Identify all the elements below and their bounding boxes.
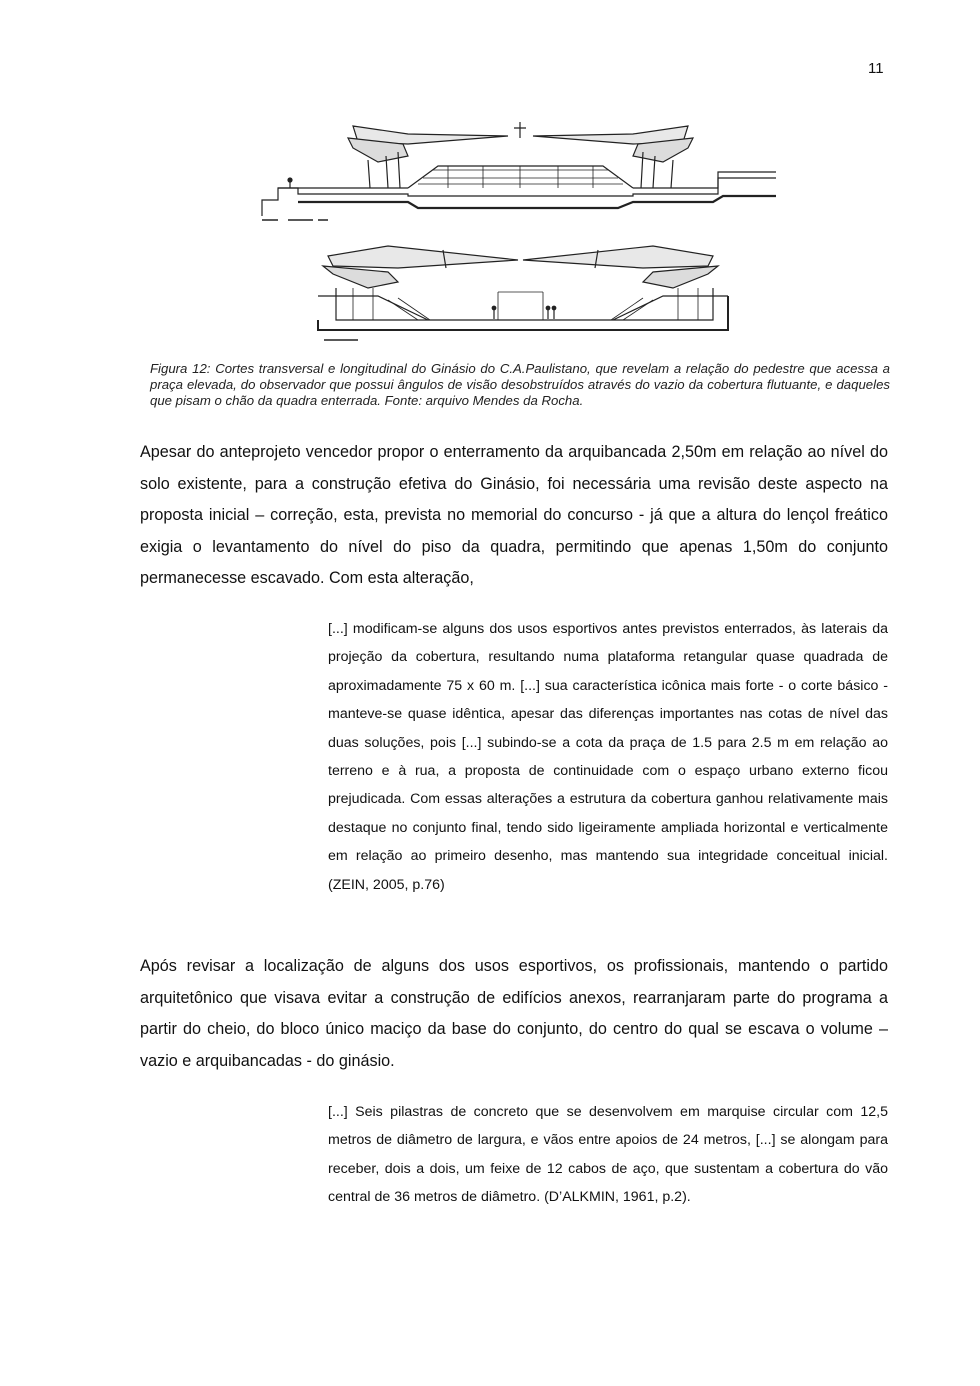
figure-caption: Figura 12: Cortes transversal e longitudinal do Ginásio do C.A.Paulistano, que revelam a relação do pedestre que acessa a praça elevada, do observador que possui ângulos de visão desobstruídos através do vazio da cobertura flutuante, e daqueles que pisam o chão da quadra enterrada. Fonte: arquivo Mendes da Rocha.	[150, 361, 890, 408]
building-lower	[336, 288, 713, 320]
block-quote-2: [...] Seis pilastras de concreto que se desenvolvem em marquise circular com 12,5 metros de diâmetro de largura, e vãos entre apoios de 24 metros, [...] se alongam para receber, dois a dois, um feixe de 12 cabos de aço, que sustentam a cobertura do vão central de 36 metros de diâmetro. (D’ALKMIN, 1961, p.2).	[328, 1104, 888, 1206]
bleachers-upper	[408, 166, 633, 188]
page-number: 11	[868, 60, 884, 77]
body-paragraph-2: Após revisar a localização de alguns dos usos esportivos, os profissionais, mantendo o partido arquitetônico que visava evitar a construção de edifícios anexos, rearranjaram parte do programa a partir do cheio, do bloco único maciço da base do conjunto, do centro do qual se escava o volume – vazio e arquibancadas - do ginásio.	[140, 957, 888, 1070]
block-quote-1: [...] modificam-se alguns dos usos esportivos antes previstos enterrados, às laterais da projeção da cobertura, resultando numa plataforma retangular quase quadrada de aproximadamente 75 x 60 m. [...] sua característica icônica mais forte - o corte básico - manteve-se quase idêntica, apesar das diferenças importantes nas cotas de nível das duas soluções, pois [...] subindo-se a cota da praça de 1.5 para 2.5 m em relação ao terreno e à rua, a proposta de continuidade com o espaço urbano externo ficou prejudicada. Com essas alterações a estrutura da cobertura ganhou relativamente mais destaque no conjunto final, tendo sido ligeiramente ampliada horizontal e verticalmente em relação ao primeiro desenho, mas mantendo sua integridade conceitual inicial. (ZEIN, 2005, p.76)	[328, 621, 888, 893]
sections-drawing	[258, 108, 783, 353]
roof-left-lower	[328, 246, 518, 268]
roof-right-lower	[523, 246, 713, 268]
body-paragraph-1: Apesar do anteprojeto vencedor propor o enterramento da arquibancada 2,50m em relação ao nível do solo existente, para a construção efetiva do Ginásio, foi necessária uma revisão deste aspecto na proposta inicial – correção, esta, prevista no memorial do concurso - já que a altura do lençol freático exigia o levantamento do nível do piso da quadra, permitindo que apenas 1,50m do conjunto permanecesse escavado. Com esta alteração,	[140, 443, 888, 588]
